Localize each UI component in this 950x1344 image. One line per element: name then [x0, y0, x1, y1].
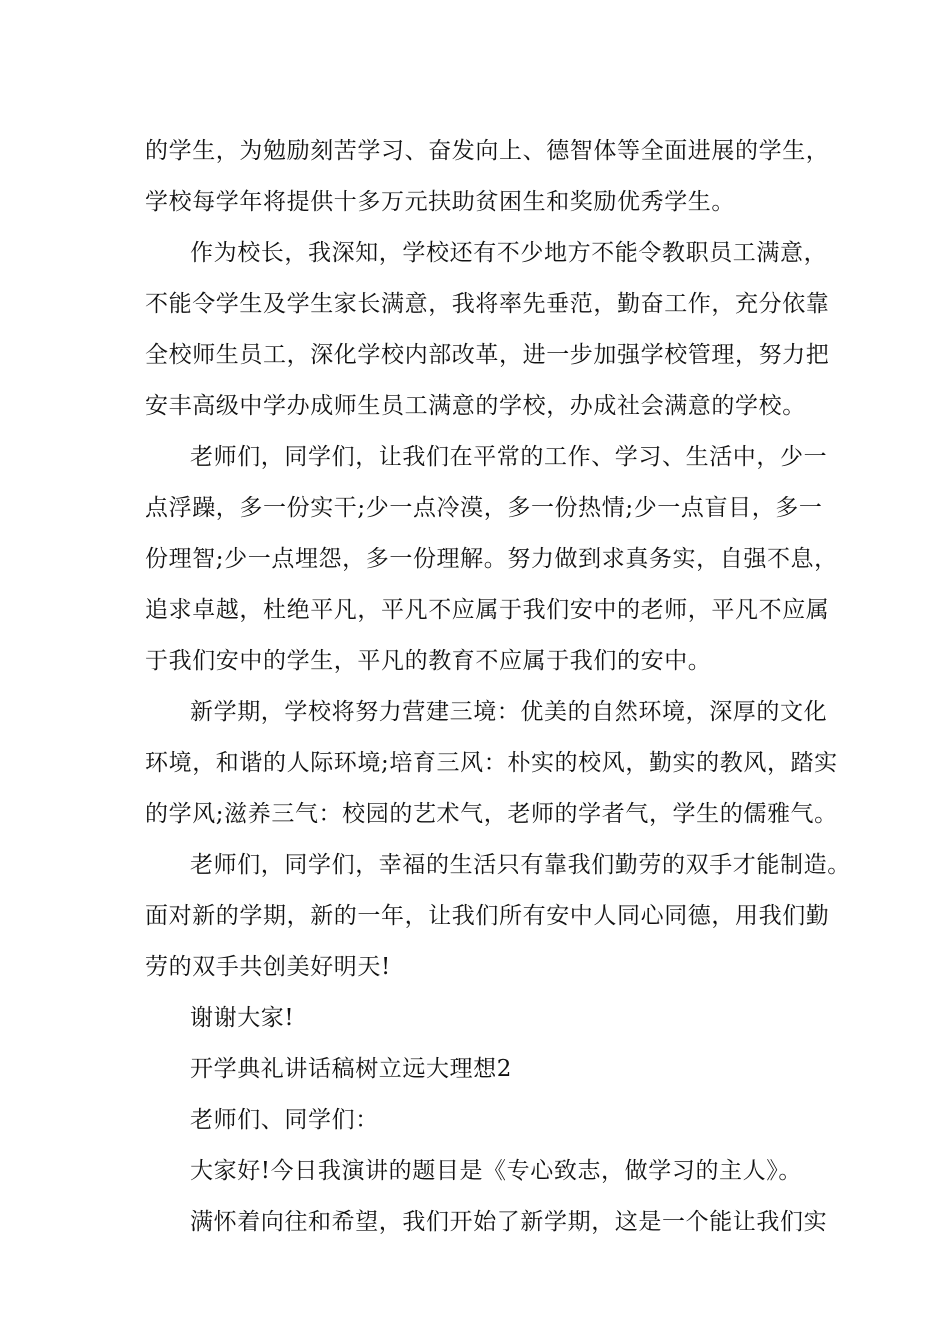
- text-line: 学校每学年将提供十多万元扶助贫困生和奖励优秀学生。: [145, 189, 735, 215]
- paragraph-start-line: 满怀着向往和希望，我们开始了新学期，这是一个能让我们实: [190, 1209, 828, 1235]
- paragraph-start-line: 作为校长，我深知，学校还有不少地方不能令教职员工满意，: [190, 240, 828, 266]
- text-line: 份理智;少一点埋怨，多一份理解。努力做到求真务实，自强不息，: [145, 546, 838, 572]
- section-title: 开学典礼讲话稿树立远大理想2: [190, 1056, 513, 1082]
- text-line: 安丰高级中学办成师生员工满意的学校，办成社会满意的学校。: [145, 393, 806, 419]
- text-line: 环境，和谐的人际环境;培育三风：朴实的校风，勤实的教风，踏实: [145, 750, 838, 776]
- text-line: 劳的双手共创美好明天!: [145, 954, 391, 980]
- paragraph-start-line: 老师们，同学们，让我们在平常的工作、学习、生活中，少一: [190, 444, 828, 470]
- text-line: 全校师生员工，深化学校内部改革，进一步加强学校管理，努力把: [145, 342, 830, 368]
- paragraph-start-line: 老师们，同学们，幸福的生活只有靠我们勤劳的双手才能制造。: [190, 852, 851, 878]
- text-line: 不能令学生及学生家长满意，我将率先垂范，勤奋工作，充分依靠: [145, 291, 830, 317]
- closing-line: 谢谢大家!: [190, 1005, 295, 1031]
- text-line: 追求卓越，杜绝平凡，平凡不应属于我们安中的老师，平凡不应属: [145, 597, 830, 623]
- salutation: 老师们、同学们：: [190, 1107, 379, 1133]
- text-line: 于我们安中的学生，平凡的教育不应属于我们的安中。: [145, 648, 712, 674]
- paragraph-start-line: 新学期，学校将努力营建三境：优美的自然环境，深厚的文化: [190, 699, 828, 725]
- text-line: 点浮躁，多一份实干;少一点冷漠，多一份热情;少一点盲目，多一: [145, 495, 823, 521]
- paragraph-start-line: 大家好!今日我演讲的题目是《专心致志，做学习的主人》。: [190, 1158, 802, 1184]
- text-line: 的学风;滋养三气：校园的艺术气，老师的学者气，学生的儒雅气。: [145, 801, 838, 827]
- text-line: 的学生，为勉励刻苦学习、奋发向上、德智体等全面进展的学生，: [145, 138, 830, 164]
- text-line: 面对新的学期，新的一年，让我们所有安中人同心同德，用我们勤: [145, 903, 830, 929]
